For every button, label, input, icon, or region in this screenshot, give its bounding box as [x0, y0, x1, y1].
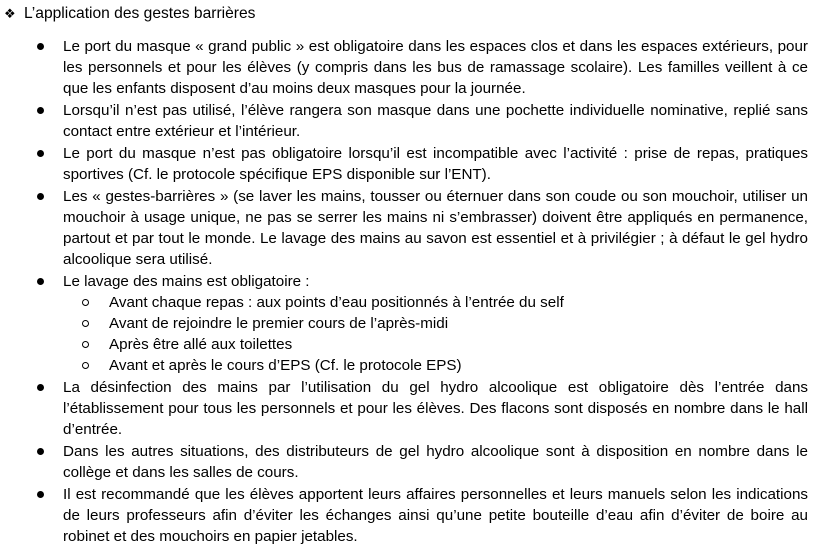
bullet-dot-icon: [37, 193, 44, 200]
bullet-dot-icon: [37, 384, 44, 391]
sub-list-item-text: Avant chaque repas : aux points d’eau positionnés à l’entrée du self: [109, 294, 564, 311]
sub-list-item: [63, 355, 808, 376]
sub-list-item: [63, 313, 808, 334]
list-item-text: Dans les autres situations, des distributeurs de gel hydro alcoolique sont à disposition en nombre dans le collège et dans les salles de cours.: [63, 443, 808, 481]
list-item-text: Le port du masque n’est pas obligatoire lorsqu’il est incompatible avec l’activité : prise de repas, pratiques sportives (Cf. le protocole spécifique EPS disponible sur l’ENT).: [63, 145, 808, 183]
sub-list-item-text: Avant et après le cours d’EPS (Cf. le protocole EPS): [109, 357, 462, 374]
list-item: [0, 441, 808, 483]
bullet-dot-icon: [37, 448, 44, 455]
list-item: [0, 271, 808, 376]
list-item: [0, 186, 808, 270]
list-item: [0, 143, 808, 185]
sub-list: [63, 292, 808, 376]
bullet-list: [0, 36, 808, 548]
hollow-circle-bullet-icon: [82, 341, 89, 348]
bullet-dot-icon: [37, 491, 44, 498]
sub-list-item-text: Avant de rejoindre le premier cours de l’après-midi: [109, 315, 449, 332]
hollow-circle-bullet-icon: [82, 362, 89, 369]
bullet-dot-icon: [37, 278, 44, 285]
list-item: [0, 484, 808, 547]
sub-list-item: [63, 292, 808, 313]
list-item-text: Les « gestes-barrières » (se laver les mains, tousser ou éternuer dans son coude ou son mouchoir, utiliser un mouchoir à usage unique, ne pas se serrer les mains ni s’embrasser) doivent être appliqués en permanence, partout et par tout le monde. Le lavage des mains au savon est essentiel et à privilégier ; à défaut le gel hydro alcoolique sera utilisé.: [63, 188, 808, 268]
list-item: [0, 100, 808, 142]
section-heading: [4, 3, 255, 24]
diamond-bullet-icon: ❖: [4, 6, 16, 21]
bullet-dot-icon: [37, 43, 44, 50]
bullet-dot-icon: [37, 150, 44, 157]
list-item: [0, 36, 808, 99]
sub-list-item: [63, 334, 808, 355]
list-item: [0, 377, 808, 440]
list-item-text: Le lavage des mains est obligatoire :: [63, 273, 310, 290]
hollow-circle-bullet-icon: [82, 320, 89, 327]
list-item-text: La désinfection des mains par l’utilisation du gel hydro alcoolique est obligatoire dès l’entrée dans l’établissement pour tous les personnels et pour les élèves. Des flacons sont disposés en nombre dans le hall d’entrée.: [63, 379, 808, 438]
section-heading-text: L’application des gestes barrières: [24, 5, 256, 22]
hollow-circle-bullet-icon: [82, 299, 89, 306]
list-item-text: Lorsqu’il n’est pas utilisé, l’élève rangera son masque dans une pochette individuelle nominative, replié sans contact entre extérieur et l’intérieur.: [63, 102, 808, 140]
list-item-text: Le port du masque « grand public » est obligatoire dans les espaces clos et dans les espaces extérieurs, pour les personnels et pour les élèves (y compris dans les bus de ramassage scolaire). Les familles veillent à ce que les enfants disposent d’au moins deux masques pour la journée.: [63, 38, 808, 97]
bullet-dot-icon: [37, 107, 44, 114]
list-item-text: Il est recommandé que les élèves apportent leurs affaires personnelles et leurs manuels selon les indications de leurs professeurs afin d’éviter les échanges ainsi qu’une petite bouteille d’eau afin d’éviter de boire au robinet et des mouchoirs en papier jetables.: [63, 486, 808, 545]
sub-list-item-text: Après être allé aux toilettes: [109, 336, 293, 353]
